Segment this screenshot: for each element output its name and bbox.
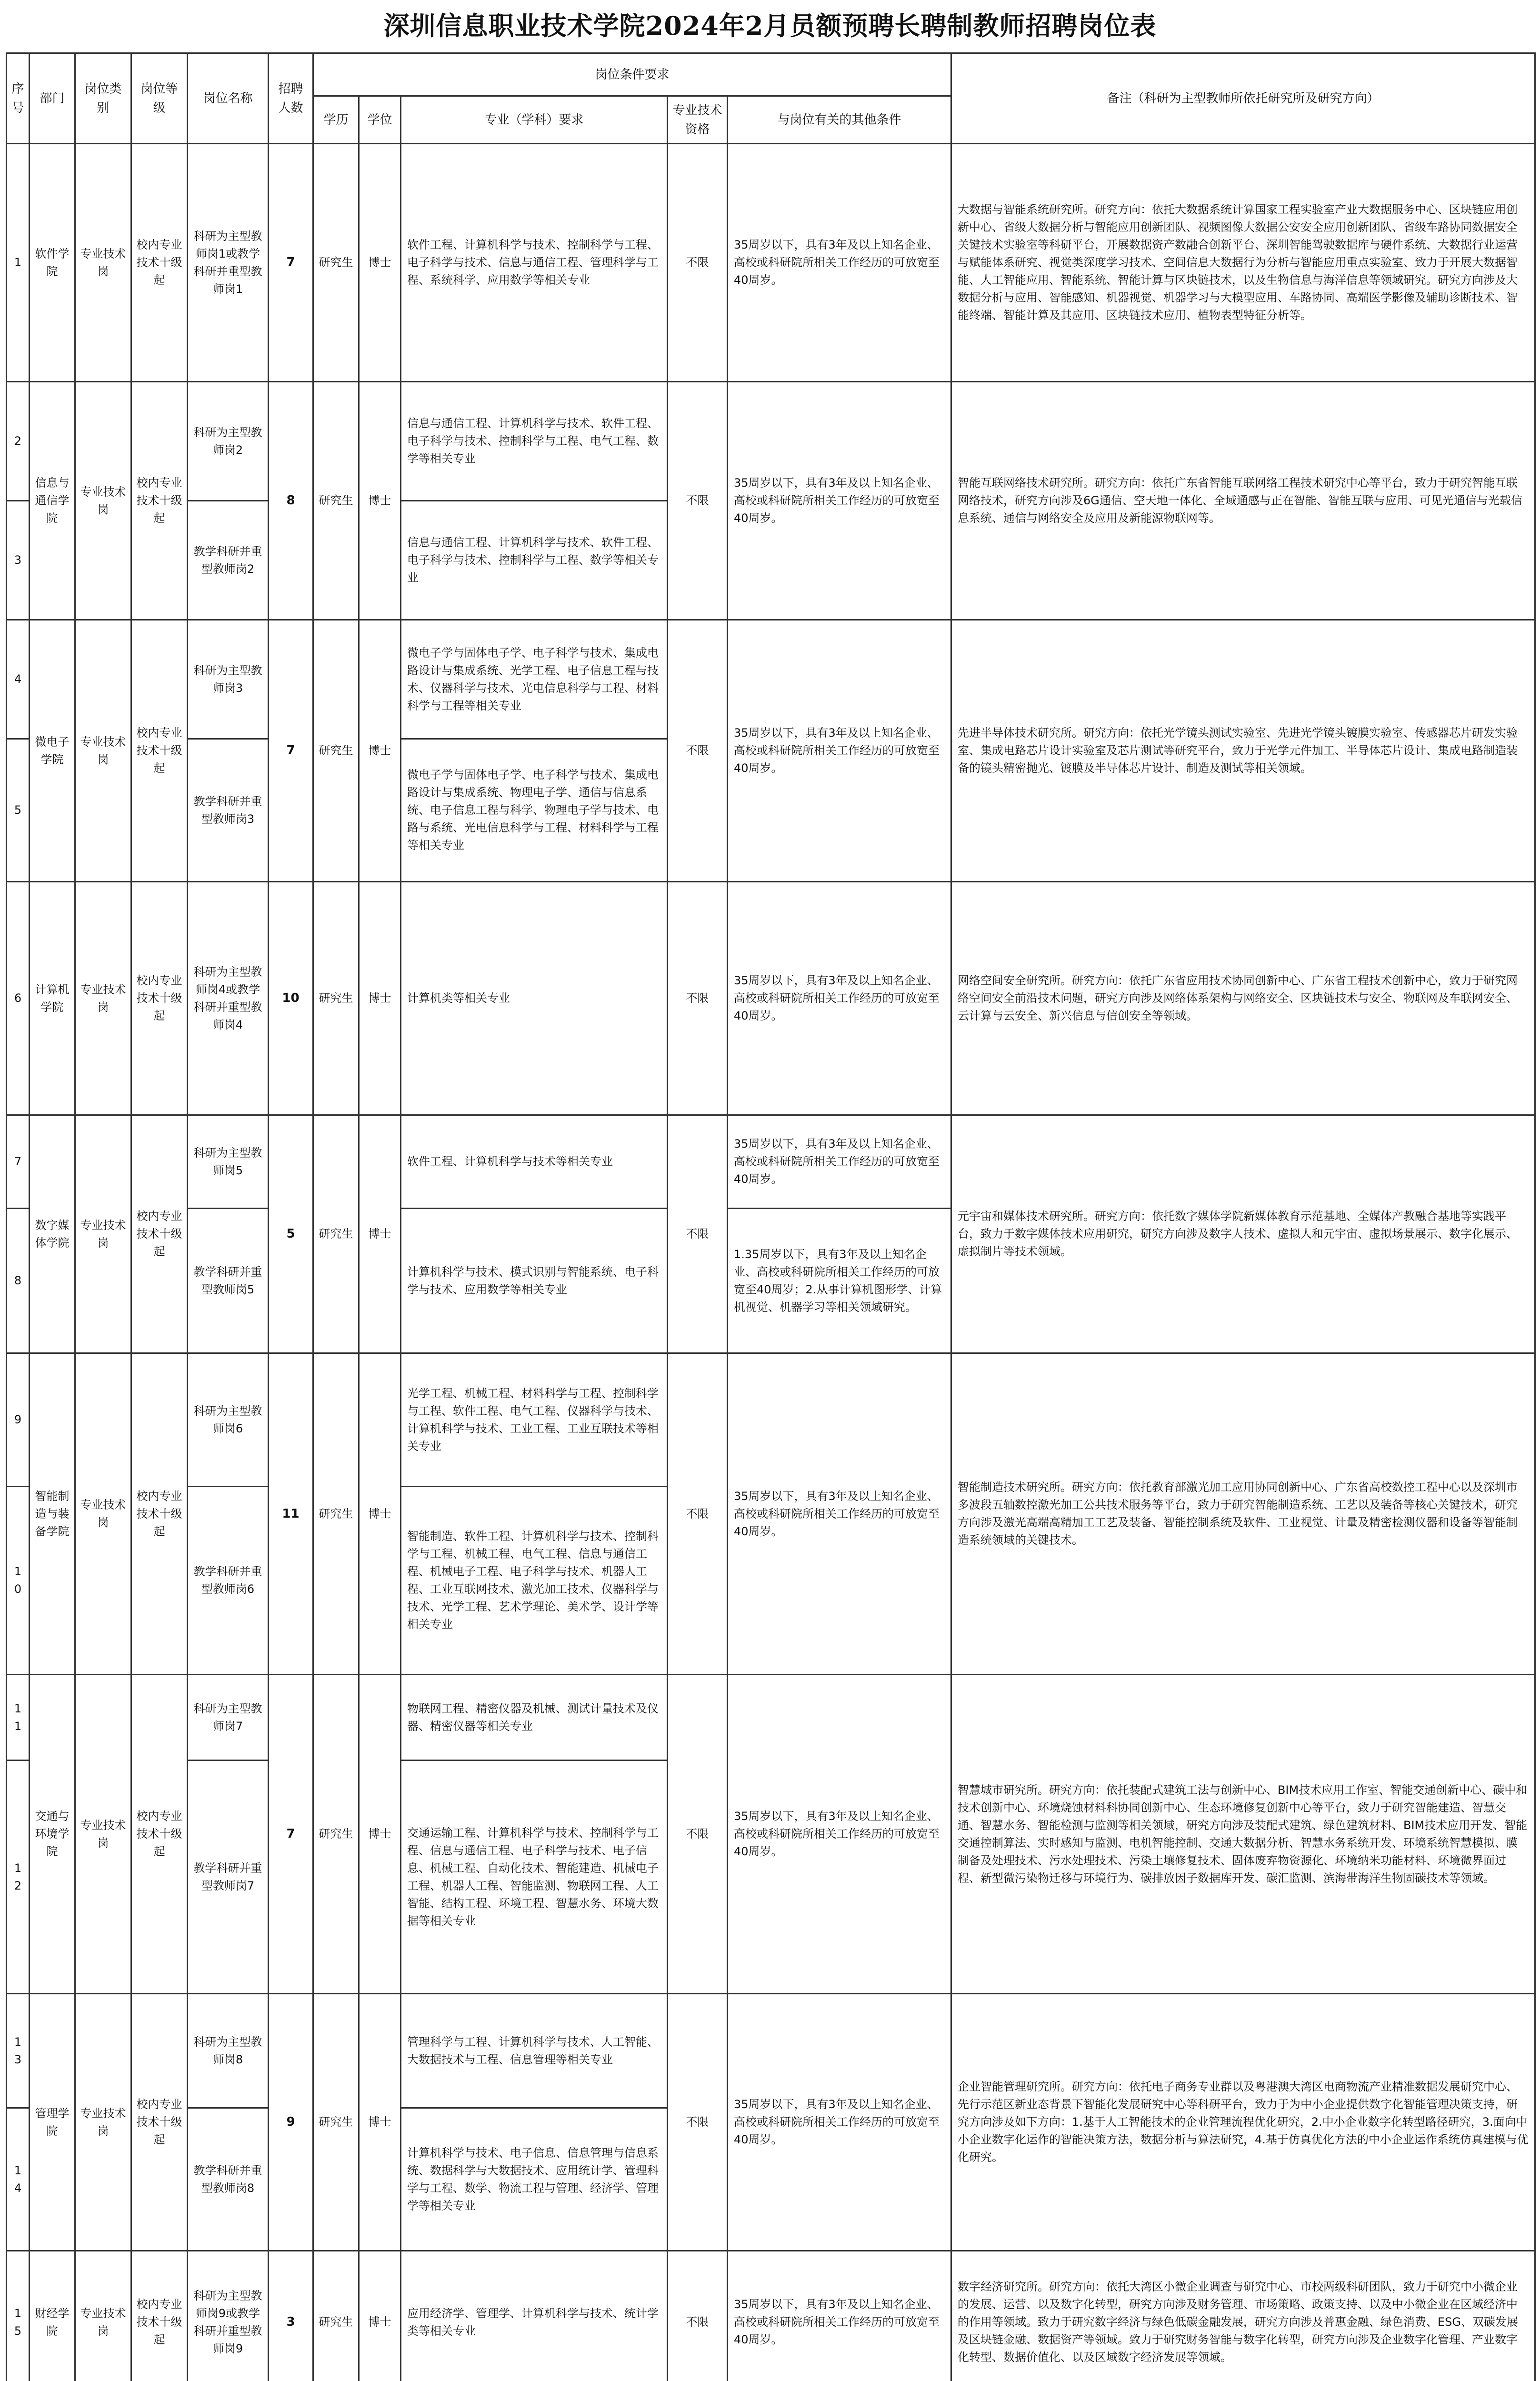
table-row	[7, 1675, 1535, 1761]
degree-cell: 博士	[359, 1353, 401, 1675]
education-cell: 研究生	[313, 2251, 359, 2381]
post-name-cell: 教学科研并重型教师岗2	[188, 501, 269, 620]
degree-cell: 博士	[359, 882, 401, 1115]
seq-cell: 7	[7, 1115, 30, 1209]
header-other-conditions: 与岗位有关的其他条件	[728, 96, 951, 144]
post-level-cell: 校内专业技术十级起	[131, 882, 188, 1115]
post-level-cell: 校内专业技术十级起	[131, 1115, 188, 1353]
count-cell: 9	[269, 1994, 313, 2251]
post-type-cell: 专业技术岗	[75, 1994, 131, 2251]
major-cell: 管理科学与工程、计算机科学与技术、人工智能、大数据技术与工程、信息管理等相关专业	[401, 1994, 668, 2108]
other-conditions-cell: 35周岁以下，具有3年及以上知名企业、高校或科研院所相关工作经历的可放宽至40周岁。	[728, 382, 951, 620]
table-row	[7, 882, 1535, 1115]
post-name-cell: 科研为主型教师岗5	[188, 1115, 269, 1209]
page-title: 深圳信息职业技术学院2024年2月员额预聘长聘制教师招聘岗位表	[383, 10, 1157, 41]
post-name-cell: 教学科研并重型教师岗6	[188, 1487, 269, 1675]
seq-cell: 8	[7, 1209, 30, 1353]
count-cell: 10	[269, 882, 313, 1115]
other-conditions-cell: 35周岁以下，具有3年及以上知名企业、高校或科研院所相关工作经历的可放宽至40周岁。	[728, 1353, 951, 1675]
table-row	[7, 2251, 1535, 2381]
education-cell: 研究生	[313, 144, 359, 382]
education-cell: 研究生	[313, 1675, 359, 1994]
major-cell: 微电子学与固体电子学、电子科学与技术、集成电路设计与集成系统、光学工程、电子信息工程与技术、仪器科学与技术、光电信息科学与工程、材料科学与工程等相关专业	[401, 620, 668, 739]
qualification-cell: 不限	[668, 1994, 728, 2251]
seq-cell: 4	[7, 620, 30, 739]
post-name-cell: 教学科研并重型教师岗3	[188, 739, 269, 882]
post-type-cell: 专业技术岗	[75, 382, 131, 620]
major-cell: 信息与通信工程、计算机科学与技术、软件工程、电子科学与技术、控制科学与工程、电气工程、数学等相关专业	[401, 382, 668, 501]
major-cell: 计算机科学与技术、模式识别与智能系统、电子科学与技术、应用数学等相关专业	[401, 1209, 668, 1353]
table-row	[7, 620, 1535, 739]
major-cell: 计算机类等相关专业	[401, 882, 668, 1115]
post-name-cell: 科研为主型教师岗4或教学科研并重型教师岗4	[188, 882, 269, 1115]
post-type-cell: 专业技术岗	[75, 620, 131, 882]
qualification-cell: 不限	[668, 1115, 728, 1353]
remark-cell: 企业智能管理研究所。研究方向：依托电子商务专业群以及粤港澳大湾区电商物流产业精准数据发展研究中心、先行示范区新业态背景下智能化发展研究中心等科研平台，致力于为中小企业提供数字化智能管理决策支持，研究方向涉及如下方向：1.基于人工智能技术的企业管理流程优化研究，2.中小企业数字化转型路径研究，3.面向中小企业数字化运作的智能决策方法，数据分析与算法研究，4.基于仿真优化方法的中小企业运作系统仿真建模与优化研究。	[951, 1994, 1535, 2251]
table-row	[7, 144, 1535, 382]
other-conditions-cell: 35周岁以下，具有3年及以上知名企业、高校或科研院所相关工作经历的可放宽至40周岁。	[728, 144, 951, 382]
seq-cell: 1	[7, 144, 30, 382]
header-count: 招聘人数	[269, 53, 313, 144]
major-cell: 交通运输工程、计算机科学与技术、控制科学与工程、信息与通信工程、电子科学与技术、电子信息、机械工程、自动化技术、智能建造、机械电子工程、机器人工程、智能监测、物联网工程、人工智能、结构工程、环境工程、智慧水务、环境大数据等相关专业	[401, 1761, 668, 1994]
major-cell: 光学工程、机械工程、材料科学与工程、控制科学与工程、软件工程、电气工程、仪器科学与技术、计算机科学与技术、工业工程、工业互联技术等相关专业	[401, 1353, 668, 1487]
post-type-cell: 专业技术岗	[75, 144, 131, 382]
other-conditions-cell: 35周岁以下，具有3年及以上知名企业、高校或科研院所相关工作经历的可放宽至40周岁。	[728, 1115, 951, 1209]
major-cell: 微电子学与固体电子学、电子科学与技术、集成电路设计与集成系统、物理电子学、通信与信息系统、电子信息工程与科学、物理电子学与技术、电路与系统、光电信息科学与工程、材料科学与工程等相关专业	[401, 739, 668, 882]
count-cell: 5	[269, 1115, 313, 1353]
seq-cell: 13	[7, 1994, 30, 2108]
other-conditions-cell: 1.35周岁以下，具有3年及以上知名企业、高校或科研院所相关工作经历的可放宽至40周岁；2.从事计算机图形学、计算机视觉、机器学习等相关领域研究。	[728, 1209, 951, 1353]
remark-cell: 智能制造技术研究所。研究方向：依托教育部激光加工应用协同创新中心、广东省高校数控工程中心以及深圳市多波段五轴数控激光加工公共技术服务等平台，致力于研究智能制造系统、工艺以及装备等核心关键技术，研究方向涉及激光高端高精加工工艺及装备、智能控制系统及软件、工业视觉、计量及精密检测仪器和设备等智能制造系统领域的关键技术。	[951, 1353, 1535, 1675]
major-cell: 物联网工程、精密仪器及机械、测试计量技术及仪器、精密仪器等相关专业	[401, 1675, 668, 1761]
qualification-cell: 不限	[668, 382, 728, 620]
post-level-cell: 校内专业技术十级起	[131, 144, 188, 382]
post-name-cell: 科研为主型教师岗6	[188, 1353, 269, 1487]
qualification-cell: 不限	[668, 2251, 728, 2381]
header-conditions: 岗位条件要求	[313, 53, 951, 96]
post-name-cell: 科研为主型教师岗3	[188, 620, 269, 739]
header-seq: 序号	[7, 53, 30, 144]
seq-cell: 6	[7, 882, 30, 1115]
post-type-cell: 专业技术岗	[75, 1675, 131, 1994]
degree-cell: 博士	[359, 382, 401, 620]
post-name-cell: 科研为主型教师岗1或教学科研并重型教师岗1	[188, 144, 269, 382]
major-cell: 智能制造、软件工程、计算机科学与技术、控制科学与工程、机械工程、电气工程、信息与通信工程、机械电子工程、电子科学与技术、机器人工程、工业互联网技术、激光加工技术、仪器科学与技术、光学工程、艺术学理论、美术学、设计学等相关专业	[401, 1487, 668, 1675]
education-cell: 研究生	[313, 1994, 359, 2251]
major-cell: 软件工程、计算机科学与技术等相关专业	[401, 1115, 668, 1209]
major-cell: 应用经济学、管理学、计算机科学与技术、统计学类等相关专业	[401, 2251, 668, 2381]
qualification-cell: 不限	[668, 882, 728, 1115]
education-cell: 研究生	[313, 1115, 359, 1353]
remark-cell: 网络空间安全研究所。研究方向：依托广东省应用技术协同创新中心、广东省工程技术创新中心，致力于研究网络空间安全前沿技术问题，研究方向涉及网络体系架构与网络安全、区块链技术与安全、物联网及车联网安全、云计算与云安全、新兴信息与信创安全等领域。	[951, 882, 1535, 1115]
post-name-cell: 教学科研并重型教师岗7	[188, 1761, 269, 1994]
seq-cell: 11	[7, 1675, 30, 1761]
seq-cell: 2	[7, 382, 30, 501]
remark-cell: 大数据与智能系统研究所。研究方向：依托大数据系统计算国家工程实验室产业大数据服务中心、区块链应用创新中心、省级大数据分析与智能应用创新团队、视频图像大数据公安安全应用创新团队、省级车路协同数据安全关键技术实验室等科研平台，开展数据资产数融合创新平台、深圳智能驾驶数据库与硬件系统、大数据行业运营与赋能体系研究、视觉类深度学习技术、空间信息大数据行为分析与智能应用重点实验室、致力于开展大数据智能、人工智能应用、智能系统、智能计算与区块链技术，以及生物信息与海洋信息等领域研究。研究方向涉及大数据分析与应用、智能感知、机器视觉、机器学习与大模型应用、车路协同、高端医学影像及辅助诊断技术、智能终端、智能计算及其应用、区块链技术应用、植物表型特征分析等。	[951, 144, 1535, 382]
major-cell: 计算机科学与技术、电子信息、信息管理与信息系统、数据科学与大数据技术、应用统计学、管理科学与工程、数学、物流工程与管理、经济学、管理学等相关专业	[401, 2108, 668, 2251]
post-name-cell: 教学科研并重型教师岗8	[188, 2108, 269, 2251]
recruitment-table	[6, 52, 1536, 2381]
table-row	[7, 1994, 1535, 2108]
degree-cell: 博士	[359, 1675, 401, 1994]
post-type-cell: 专业技术岗	[75, 1115, 131, 1353]
header-dept: 部门	[30, 53, 75, 144]
qualification-cell: 不限	[668, 1675, 728, 1994]
major-cell: 信息与通信工程、计算机科学与技术、软件工程、电子科学与技术、控制科学与工程、数学等相关专业	[401, 501, 668, 620]
table-row	[7, 1115, 1535, 1209]
education-cell: 研究生	[313, 882, 359, 1115]
dept-cell: 交通与环境学院	[30, 1675, 75, 1994]
qualification-cell: 不限	[668, 144, 728, 382]
education-cell: 研究生	[313, 620, 359, 882]
table-row	[7, 382, 1535, 501]
header-education: 学历	[313, 96, 359, 144]
header-post-type: 岗位类别	[75, 53, 131, 144]
count-cell: 7	[269, 144, 313, 382]
other-conditions-cell: 35周岁以下，具有3年及以上知名企业、高校或科研院所相关工作经历的可放宽至40周岁。	[728, 1675, 951, 1994]
seq-cell: 5	[7, 739, 30, 882]
post-level-cell: 校内专业技术十级起	[131, 620, 188, 882]
post-level-cell: 校内专业技术十级起	[131, 1353, 188, 1675]
post-type-cell: 专业技术岗	[75, 2251, 131, 2381]
count-cell: 11	[269, 1353, 313, 1675]
post-type-cell: 专业技术岗	[75, 882, 131, 1115]
header-major: 专业（学科）要求	[401, 96, 668, 144]
other-conditions-cell: 35周岁以下，具有3年及以上知名企业、高校或科研院所相关工作经历的可放宽至40周岁。	[728, 1994, 951, 2251]
remark-cell: 数字经济研究所。研究方向：依托大湾区小微企业调查与研究中心、市校两级科研团队，致力于研究中小微企业的发展、运营、以及数字化转型，研究方向涉及财务管理、市场策略、政策支持、以及中小微企业在区域经济中的作用等领域。致力于研究数字经济与绿色低碳金融发展，研究方向涉及普惠金融、绿色消费、ESG、双碳发展及区块链金融、数据资产等领域。致力于研究财务智能与数字化转型，研究方向涉及企业数字化管理、产业数字化转型、数据价值化、以及区域数字经济发展等领域。	[951, 2251, 1535, 2381]
major-cell: 软件工程、计算机科学与技术、控制科学与工程、电子科学与技术、信息与通信工程、管理科学与工程、系统科学、应用数学等相关专业	[401, 144, 668, 382]
header-remark: 备注（科研为主型教师所依托研究所及研究方向）	[951, 53, 1535, 144]
dept-cell: 信息与通信学院	[30, 382, 75, 620]
header-post-level: 岗位等级	[131, 53, 188, 144]
post-type-cell: 专业技术岗	[75, 1353, 131, 1675]
degree-cell: 博士	[359, 2251, 401, 2381]
post-level-cell: 校内专业技术十级起	[131, 1675, 188, 1994]
qualification-cell: 不限	[668, 620, 728, 882]
seq-cell: 3	[7, 501, 30, 620]
header-post-name: 岗位名称	[188, 53, 269, 144]
seq-cell: 14	[7, 2108, 30, 2251]
degree-cell: 博士	[359, 620, 401, 882]
other-conditions-cell: 35周岁以下，具有3年及以上知名企业、高校或科研院所相关工作经历的可放宽至40周岁。	[728, 2251, 951, 2381]
dept-cell: 数字媒体学院	[30, 1115, 75, 1353]
header-qualification: 专业技术资格	[668, 96, 728, 144]
count-cell: 3	[269, 2251, 313, 2381]
post-level-cell: 校内专业技术十级起	[131, 2251, 188, 2381]
dept-cell: 计算机学院	[30, 882, 75, 1115]
count-cell: 8	[269, 382, 313, 620]
education-cell: 研究生	[313, 382, 359, 620]
post-name-cell: 科研为主型教师岗9或教学科研并重型教师岗9	[188, 2251, 269, 2381]
dept-cell: 微电子学院	[30, 620, 75, 882]
degree-cell: 博士	[359, 1115, 401, 1353]
post-name-cell: 科研为主型教师岗8	[188, 1994, 269, 2108]
seq-cell: 12	[7, 1761, 30, 1994]
other-conditions-cell: 35周岁以下，具有3年及以上知名企业、高校或科研院所相关工作经历的可放宽至40周岁。	[728, 882, 951, 1115]
count-cell: 7	[269, 620, 313, 882]
post-level-cell: 校内专业技术十级起	[131, 1994, 188, 2251]
dept-cell: 管理学院	[30, 1994, 75, 2251]
remark-cell: 智能互联网络技术研究所。研究方向：依托广东省智能互联网络工程技术研究中心等平台，致力于研究智能互联网络技术，研究方向涉及6G通信、空天地一体化、全域通感与正在智能、智能互联与应用、可见光通信与光载信息系统、通信与网络安全及应用及新能源物联网等。	[951, 382, 1535, 620]
other-conditions-cell: 35周岁以下，具有3年及以上知名企业、高校或科研院所相关工作经历的可放宽至40周岁。	[728, 620, 951, 882]
seq-cell: 9	[7, 1353, 30, 1487]
post-name-cell: 科研为主型教师岗2	[188, 382, 269, 501]
degree-cell: 博士	[359, 144, 401, 382]
dept-cell: 财经学院	[30, 2251, 75, 2381]
table-row	[7, 1353, 1535, 1487]
post-name-cell: 教学科研并重型教师岗5	[188, 1209, 269, 1353]
remark-cell: 智慧城市研究所。研究方向：依托装配式建筑工法与创新中心、BIM技术应用工作室、智能交通创新中心、碳中和技术创新中心、环境烧蚀材料科协同创新中心、生态环境修复创新中心等平台，致力于研究智能建造、智慧交通、智慧水务、智能检测与监测等相关领域，研究方向涉及装配式建筑、绿色建筑材料、BIM技术应用开发、智能交通控制算法、实时感知与监测、电机智能控制、交通大数据分析、智慧水务系统开发、环境系统智慧模拟、膜制备及处理技术、污水处理技术、污染土壤修复技术、固体废弃物资源化、环境纳米功能材料、环境微界面过程、新型微污染物迁移与环境行为、碳排放因子数据库开发、碳汇监测、滨海带海洋生物固碳技术等领域。	[951, 1675, 1535, 1994]
seq-cell: 10	[7, 1487, 30, 1675]
post-level-cell: 校内专业技术十级起	[131, 382, 188, 620]
seq-cell: 15	[7, 2251, 30, 2381]
degree-cell: 博士	[359, 1994, 401, 2251]
remark-cell: 先进半导体技术研究所。研究方向：依托光学镜头测试实验室、先进光学镜头镀膜实验室、传感器芯片研发实验室、集成电路芯片设计实验室及芯片测试等研究平台，致力于光学元件加工、半导体芯片设计、集成电路制造装备的镜头精密抛光、镀膜及半导体芯片设计、制造及测试等相关领域。	[951, 620, 1535, 882]
dept-cell: 软件学院	[30, 144, 75, 382]
remark-cell: 元宇宙和媒体技术研究所。研究方向：依托数字媒体学院新媒体教育示范基地、全媒体产教融合基地等实践平台，致力于数字媒体技术应用研究，研究方向涉及数字人技术、虚拟人和元宇宙、虚拟场景展示、数字化展示、虚拟制片等技术领域。	[951, 1115, 1535, 1353]
header-row	[7, 53, 1535, 96]
dept-cell: 智能制造与装备学院	[30, 1353, 75, 1675]
education-cell: 研究生	[313, 1353, 359, 1675]
count-cell: 7	[269, 1675, 313, 1994]
qualification-cell: 不限	[668, 1353, 728, 1675]
header-degree: 学位	[359, 96, 401, 144]
post-name-cell: 科研为主型教师岗7	[188, 1675, 269, 1761]
